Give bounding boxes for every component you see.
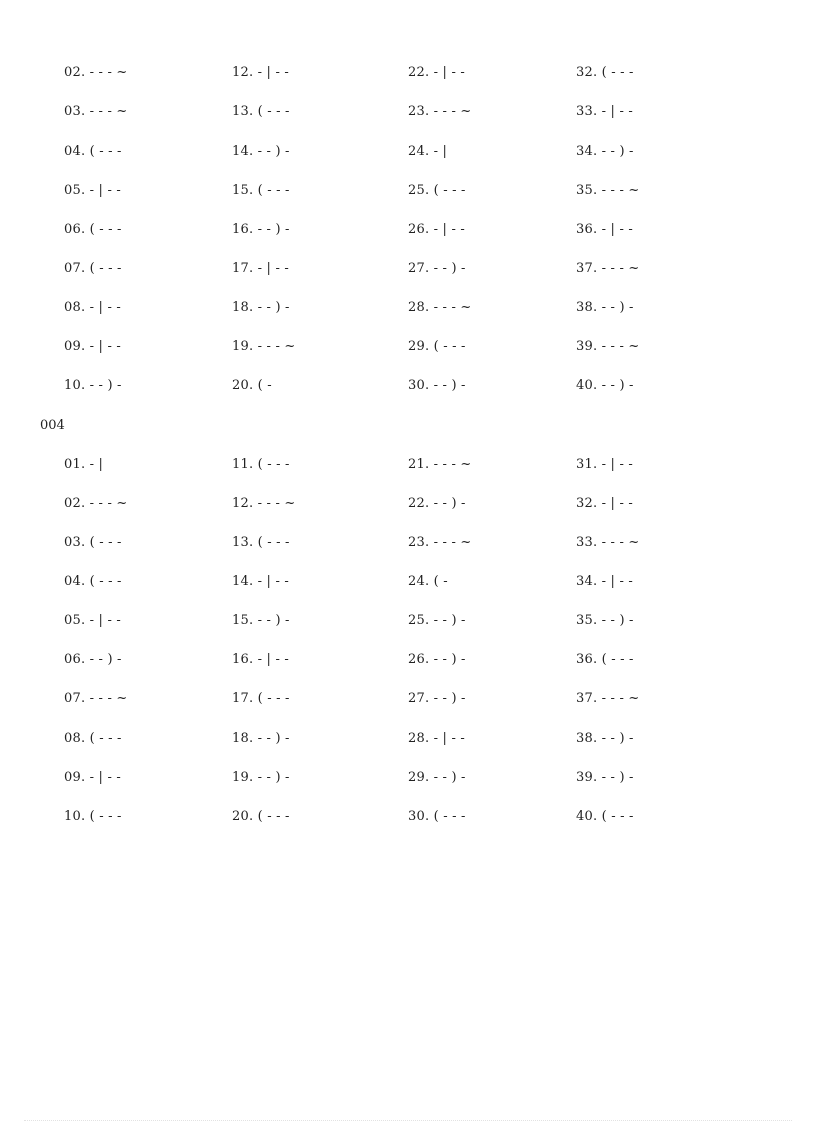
answer-row xyxy=(0,731,816,747)
answer-item: 17. - | - - xyxy=(232,261,289,276)
answer-item: 34. - - ) - xyxy=(576,144,634,159)
answer-item: 09. - | - - xyxy=(64,339,121,354)
answer-item: 18. - - ) - xyxy=(232,731,290,746)
answer-item: 06. - - ) - xyxy=(64,652,122,667)
answer-row xyxy=(0,652,816,668)
answer-item: 19. - - ) - xyxy=(232,770,290,785)
answer-item: 36. - | - - xyxy=(576,222,633,237)
answer-item: 26. - | - - xyxy=(408,222,465,237)
answer-item: 04. ( - - - xyxy=(64,144,122,159)
answer-item: 05. - | - - xyxy=(64,183,121,198)
answer-item: 12. - - - ~ xyxy=(232,496,296,511)
answer-row xyxy=(0,339,816,355)
answer-item: 35. - - - ~ xyxy=(576,183,640,198)
answer-item: 38. - - ) - xyxy=(576,731,634,746)
answer-item: 25. ( - - - xyxy=(408,183,466,198)
answer-item: 31. - | - - xyxy=(576,457,633,472)
answer-item: 05. - | - - xyxy=(64,613,121,628)
answer-row xyxy=(0,261,816,277)
answer-row xyxy=(0,691,816,707)
answer-item: 20. ( - - - xyxy=(232,809,290,824)
answer-item: 39. - - ) - xyxy=(576,770,634,785)
answer-item: 07. ( - - - xyxy=(64,261,122,276)
answer-item: 29. - - ) - xyxy=(408,770,466,785)
answer-item: 32. ( - - - xyxy=(576,65,634,80)
answer-item: 38. - - ) - xyxy=(576,300,634,315)
answer-item: 17. ( - - - xyxy=(232,691,290,706)
answer-item: 27. - - ) - xyxy=(408,261,466,276)
answer-item: 23. - - - ~ xyxy=(408,535,472,550)
answer-item: 15. - - ) - xyxy=(232,613,290,628)
answer-row xyxy=(0,183,816,199)
answer-item: 28. - - - ~ xyxy=(408,300,472,315)
answer-item: 13. ( - - - xyxy=(232,535,290,550)
answer-row xyxy=(0,496,816,512)
answer-row xyxy=(0,65,816,81)
answer-item: 01. - | xyxy=(64,457,104,472)
answer-item: 16. - - ) - xyxy=(232,222,290,237)
answer-item: 40. - - ) - xyxy=(576,378,634,393)
answer-row xyxy=(0,770,816,786)
answer-row xyxy=(0,809,816,825)
answer-item: 23. - - - ~ xyxy=(408,104,472,119)
answer-item: 08. - | - - xyxy=(64,300,121,315)
answer-row xyxy=(0,457,816,473)
answer-item: 13. ( - - - xyxy=(232,104,290,119)
answer-row xyxy=(0,222,816,238)
answer-item: 07. - - - ~ xyxy=(64,691,128,706)
answer-item: 37. - - - ~ xyxy=(576,691,640,706)
answer-item: 28. - | - - xyxy=(408,731,465,746)
answer-item: 37. - - - ~ xyxy=(576,261,640,276)
answer-item: 12. - | - - xyxy=(232,65,289,80)
answer-item: 36. ( - - - xyxy=(576,652,634,667)
answer-item: 27. - - ) - xyxy=(408,691,466,706)
answer-item: 14. - - ) - xyxy=(232,144,290,159)
answer-item: 25. - - ) - xyxy=(408,613,466,628)
answer-item: 20. ( - xyxy=(232,378,272,393)
answer-item: 06. ( - - - xyxy=(64,222,122,237)
answer-item: 21. - - - ~ xyxy=(408,457,472,472)
answer-item: 11. ( - - - xyxy=(232,457,290,472)
answer-item: 08. ( - - - xyxy=(64,731,122,746)
answer-item: 16. - | - - xyxy=(232,652,289,667)
answer-item: 26. - - ) - xyxy=(408,652,466,667)
answer-item: 24. - | xyxy=(408,144,448,159)
answer-item: 24. ( - xyxy=(408,574,448,589)
answer-item: 39. - - - ~ xyxy=(576,339,640,354)
answer-row xyxy=(0,378,816,394)
answer-item: 29. ( - - - xyxy=(408,339,466,354)
answer-row xyxy=(0,104,816,120)
answer-item: 10. ( - - - xyxy=(64,809,122,824)
answer-row xyxy=(0,300,816,316)
answer-row xyxy=(0,574,816,590)
answer-item: 03. - - - ~ xyxy=(64,104,128,119)
section-title: 004 xyxy=(40,418,65,433)
answer-row xyxy=(0,535,816,551)
answer-item: 35. - - ) - xyxy=(576,613,634,628)
answer-item: 04. ( - - - xyxy=(64,574,122,589)
answer-item: 34. - | - - xyxy=(576,574,633,589)
answer-item: 22. - - ) - xyxy=(408,496,466,511)
answer-item: 18. - - ) - xyxy=(232,300,290,315)
answer-item: 03. ( - - - xyxy=(64,535,122,550)
answer-row xyxy=(0,144,816,160)
answer-item: 19. - - - ~ xyxy=(232,339,296,354)
answer-item: 02. - - - ~ xyxy=(64,65,128,80)
answer-item: 22. - | - - xyxy=(408,65,465,80)
answer-item: 10. - - ) - xyxy=(64,378,122,393)
page-bottom-divider xyxy=(24,1120,792,1121)
answer-item: 02. - - - ~ xyxy=(64,496,128,511)
answer-row xyxy=(0,613,816,629)
answer-item: 33. - - - ~ xyxy=(576,535,640,550)
answer-item: 15. ( - - - xyxy=(232,183,290,198)
answer-item: 32. - | - - xyxy=(576,496,633,511)
answer-item: 33. - | - - xyxy=(576,104,633,119)
answer-item: 30. ( - - - xyxy=(408,809,466,824)
answer-item: 09. - | - - xyxy=(64,770,121,785)
answer-item: 30. - - ) - xyxy=(408,378,466,393)
answer-item: 14. - | - - xyxy=(232,574,289,589)
answer-item: 40. ( - - - xyxy=(576,809,634,824)
